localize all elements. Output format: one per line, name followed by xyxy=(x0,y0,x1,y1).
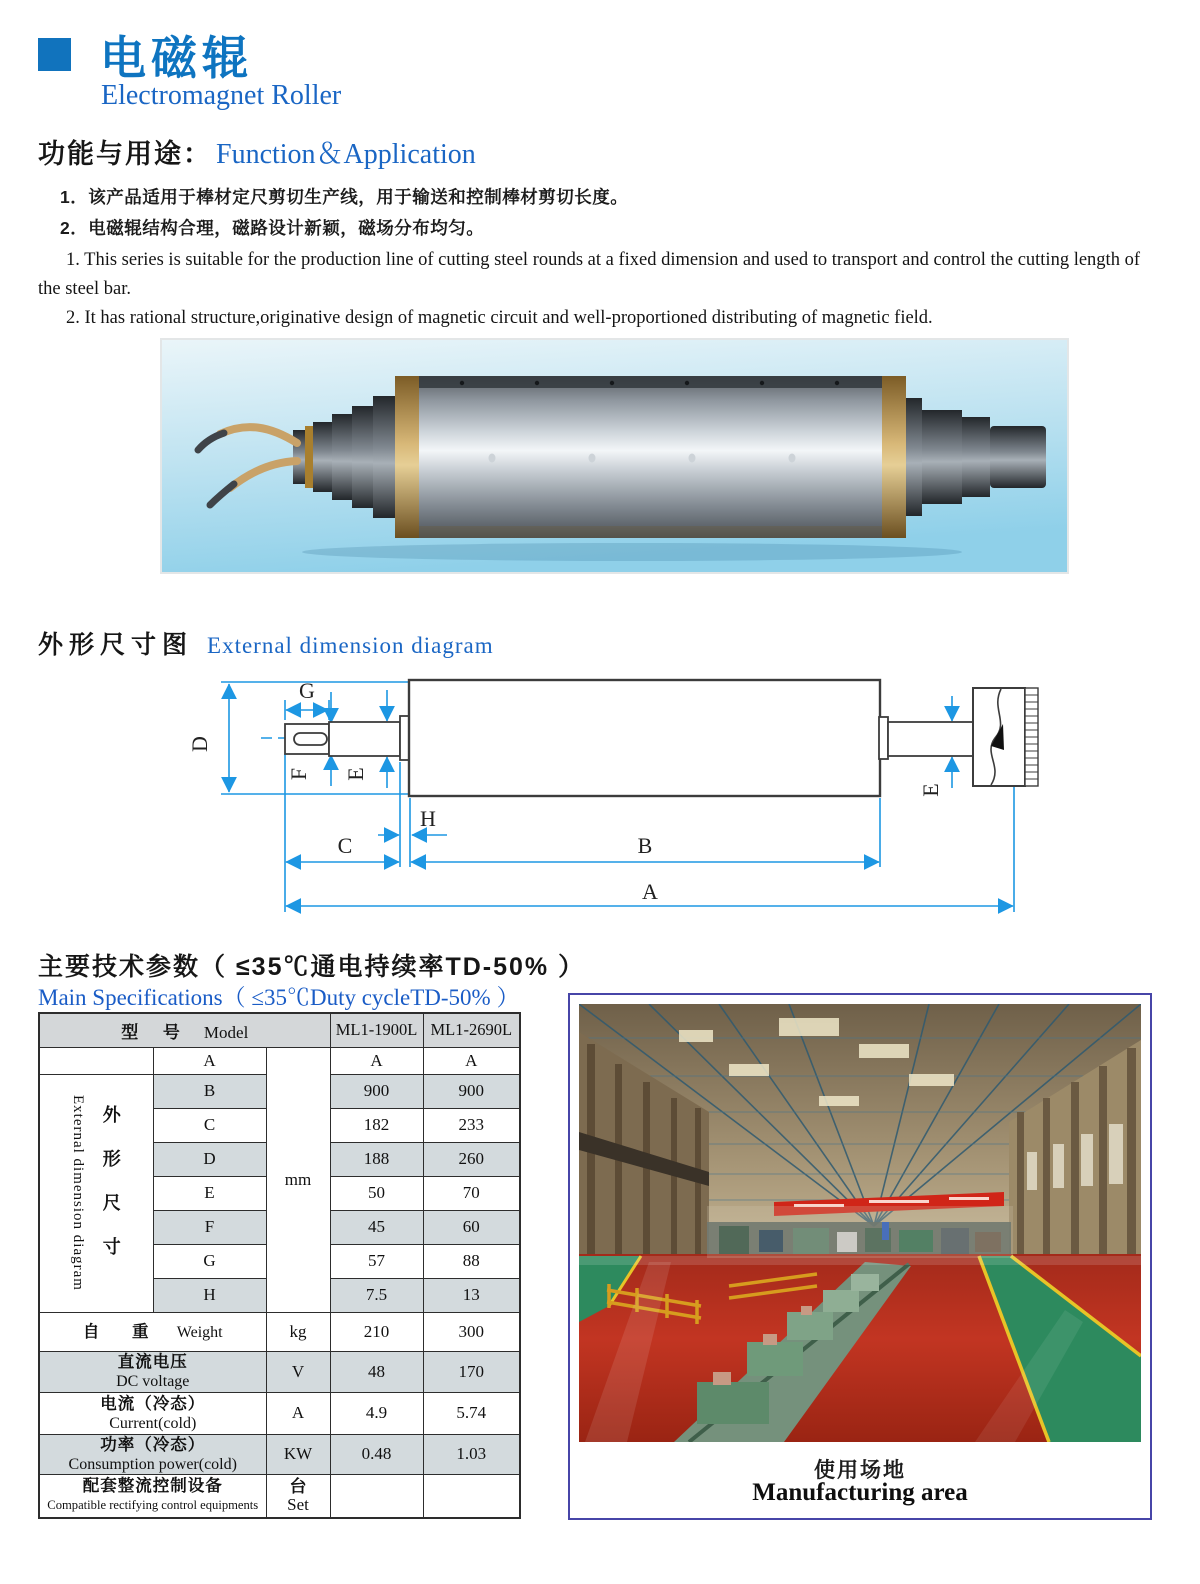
side-label-zh: 外形尺寸 xyxy=(100,1104,121,1281)
function-list-en xyxy=(38,246,1163,333)
dim-letter: H xyxy=(153,1278,266,1312)
dim-value: 13 xyxy=(423,1278,520,1312)
param-value: 170 xyxy=(423,1351,520,1392)
dim-value: 70 xyxy=(423,1176,520,1210)
label-F: F xyxy=(286,767,311,781)
dimension-diagram-svg xyxy=(185,654,1045,919)
brand-square-icon xyxy=(38,38,71,71)
manufacturing-photo-box xyxy=(568,993,1152,1520)
dim-value: 188 xyxy=(330,1142,423,1176)
page-title-zh: 电磁辊 xyxy=(100,32,253,84)
dim-value: 45 xyxy=(330,1210,423,1244)
dim-value: 182 xyxy=(330,1108,423,1142)
dim-value: A xyxy=(330,1047,423,1074)
param-unit-zh: 台 xyxy=(289,1476,307,1496)
dim-value: 7.5 xyxy=(330,1278,423,1312)
table-row-rectifier xyxy=(39,1474,520,1518)
page-title-en: Electromagnet Roller xyxy=(101,80,342,111)
model-label-en: Model xyxy=(203,1022,249,1042)
param-value: 48 xyxy=(330,1351,423,1392)
dim-value: 900 xyxy=(330,1074,423,1108)
label-D: D xyxy=(187,736,212,752)
specs-heading-zh: 主要技术参数（ ≤35℃通电持续率TD-50% ） xyxy=(38,953,586,981)
dim-letter: G xyxy=(153,1244,266,1278)
param-label-en: Weight xyxy=(176,1323,223,1341)
dimension-heading-zh: 外形尺寸图 xyxy=(38,631,194,659)
param-value: 5.74 xyxy=(423,1392,520,1434)
dim-value: 260 xyxy=(423,1142,520,1176)
param-label-en: Current(cold) xyxy=(109,1414,197,1432)
dim-value: A xyxy=(423,1047,520,1074)
dimension-diagram xyxy=(185,654,1045,919)
side-label-cell xyxy=(39,1074,153,1312)
model-label-zh: 型 号 xyxy=(121,1022,190,1042)
unit-mm-cell: mm xyxy=(266,1047,330,1312)
label-G: G xyxy=(299,678,315,703)
table-row-header xyxy=(39,1013,520,1047)
param-label-zh: 自 重 xyxy=(82,1322,163,1341)
dim-letter: F xyxy=(153,1210,266,1244)
param-label xyxy=(39,1351,266,1392)
param-value xyxy=(330,1474,423,1518)
param-label xyxy=(39,1392,266,1434)
specs-table xyxy=(38,1012,521,1519)
param-label-en: Compatible rectifying control equipments xyxy=(47,1498,259,1513)
dim-letter: C xyxy=(153,1108,266,1142)
table-row-weight xyxy=(39,1312,520,1351)
param-unit: kg xyxy=(266,1312,330,1351)
label-B: B xyxy=(637,833,653,858)
table-row-power xyxy=(39,1434,520,1474)
param-unit xyxy=(266,1474,330,1518)
roller-body xyxy=(395,376,906,538)
dim-letter: D xyxy=(153,1142,266,1176)
param-value: 0.48 xyxy=(330,1434,423,1474)
function-list-zh xyxy=(60,182,1160,244)
label-C: C xyxy=(337,833,353,858)
param-label-zh: 直流电压 xyxy=(117,1353,188,1371)
table-row-current xyxy=(39,1392,520,1434)
dim-value: 57 xyxy=(330,1244,423,1278)
dim-value: 50 xyxy=(330,1176,423,1210)
param-unit-en: Set xyxy=(287,1494,309,1514)
dim-value: 900 xyxy=(423,1074,520,1108)
param-label xyxy=(39,1312,266,1351)
specs-heading-en: Main Specifications（ ≤35℃Duty cycleTD-50% ） xyxy=(38,985,520,1010)
function-heading-zh: 功能与用途： xyxy=(38,139,212,169)
param-label xyxy=(39,1474,266,1518)
dim-value: 60 xyxy=(423,1210,520,1244)
dim-letter: E xyxy=(153,1176,266,1210)
factory-caption-zh: 使用场地 xyxy=(814,1459,906,1482)
param-label-en: DC voltage xyxy=(116,1373,190,1390)
dim-letter: A xyxy=(153,1047,266,1074)
function-item-en-1: 1. This series is suitable for the production line of cutting steel rounds at a fixed dimension and used to transport and control the cutting length of the steel bar. xyxy=(38,250,1140,299)
label-E: E xyxy=(343,767,368,781)
factory-caption-en: Manufacturing area xyxy=(752,1479,968,1506)
manufacturing-photo xyxy=(579,1004,1141,1447)
empty-cell xyxy=(39,1047,153,1074)
function-heading-en: Function＆Application xyxy=(216,139,476,170)
function-item-zh-1: 1．该产品适用于棒材定尺剪切生产线，用于输送和控制棒材剪切长度。 xyxy=(60,187,629,207)
label-H: H xyxy=(420,806,436,831)
dimension-heading-en: External dimension diagram xyxy=(207,633,494,658)
param-value: 300 xyxy=(423,1312,520,1351)
model-1: ML1-1900L xyxy=(330,1013,423,1047)
model-header-cell xyxy=(39,1013,330,1047)
param-unit: KW xyxy=(266,1434,330,1474)
roller-outline xyxy=(285,680,1038,796)
dim-letter: B xyxy=(153,1074,266,1108)
factory-illustration xyxy=(579,1004,1141,1442)
function-item-en-2: 2. It has rational structure,originative design of magnetic circuit and well-proportioned distributing of magnetic field. xyxy=(66,308,933,328)
param-value: 1.03 xyxy=(423,1434,520,1474)
param-label-zh: 配套整流控制设备 xyxy=(82,1477,223,1496)
param-value xyxy=(423,1474,520,1518)
param-unit: A xyxy=(266,1392,330,1434)
param-value: 210 xyxy=(330,1312,423,1351)
table-row-A xyxy=(39,1047,520,1074)
side-label-en: External dimension diagram xyxy=(69,1095,86,1291)
roller-photo-illustration xyxy=(162,340,1067,572)
function-item-zh-2: 2．电磁辊结构合理，磁路设计新颖，磁场分布均匀。 xyxy=(60,218,485,238)
param-label-zh: 功率（冷态） xyxy=(100,1435,206,1454)
param-unit: V xyxy=(266,1351,330,1392)
dim-value: 233 xyxy=(423,1108,520,1142)
product-photo xyxy=(160,338,1069,574)
table-row-dc-voltage xyxy=(39,1351,520,1392)
param-label xyxy=(39,1434,266,1474)
param-value: 4.9 xyxy=(330,1392,423,1434)
specs-table-wrapper xyxy=(38,1012,521,1519)
param-label-en: Consumption power(cold) xyxy=(68,1455,237,1473)
label-A: A xyxy=(642,879,658,904)
param-label-zh: 电流（冷态） xyxy=(100,1394,206,1413)
label-E-right: E xyxy=(918,783,943,797)
model-2: ML1-2690L xyxy=(423,1013,520,1047)
function-heading xyxy=(38,132,476,172)
dim-value: 88 xyxy=(423,1244,520,1278)
